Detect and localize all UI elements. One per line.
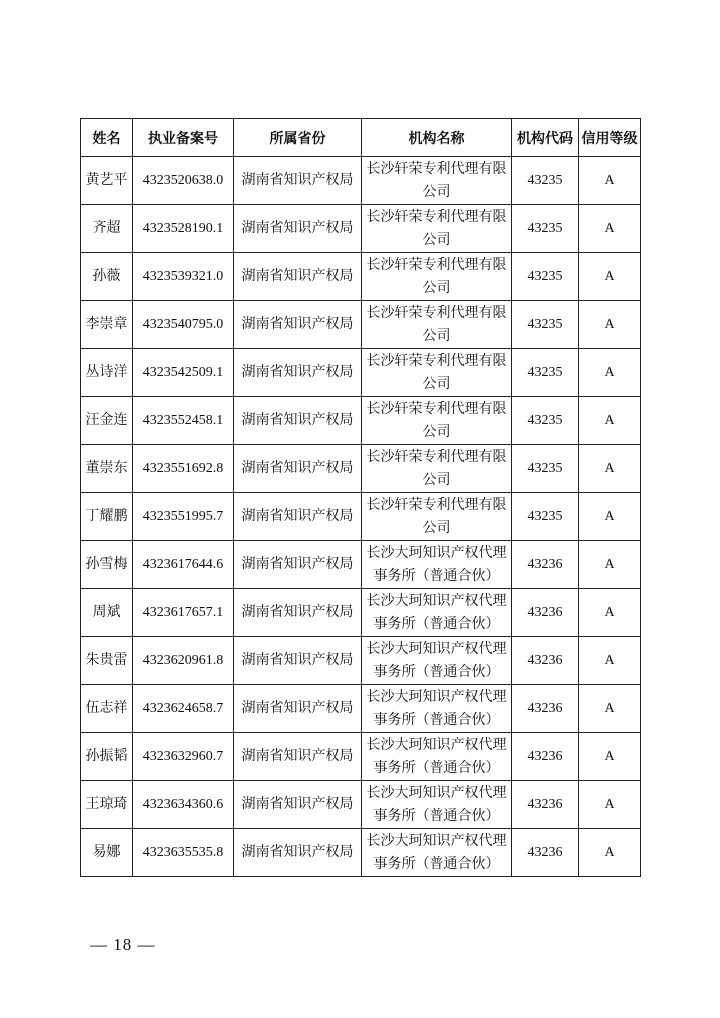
cell-organization: 长沙大珂知识产权代理事务所（普通合伙） bbox=[362, 733, 512, 781]
header-province-office: 所属省份 bbox=[234, 119, 362, 157]
cell-registration-no: 4323551692.8 bbox=[133, 445, 234, 493]
table-row bbox=[81, 541, 641, 589]
cell-org-code: 43235 bbox=[512, 493, 579, 541]
agent-credit-table bbox=[80, 118, 641, 877]
cell-organization: 长沙轩荣专利代理有限公司 bbox=[362, 301, 512, 349]
cell-credit-grade: A bbox=[579, 541, 641, 589]
table-header-row bbox=[81, 119, 641, 157]
table-row bbox=[81, 637, 641, 685]
cell-registration-no: 4323620961.8 bbox=[133, 637, 234, 685]
cell-credit-grade: A bbox=[579, 781, 641, 829]
cell-registration-no: 4323624658.7 bbox=[133, 685, 234, 733]
cell-org-code: 43235 bbox=[512, 253, 579, 301]
cell-organization: 长沙轩荣专利代理有限公司 bbox=[362, 253, 512, 301]
cell-province-office: 湖南省知识产权局 bbox=[234, 685, 362, 733]
cell-org-code: 43236 bbox=[512, 781, 579, 829]
cell-registration-no: 4323552458.1 bbox=[133, 397, 234, 445]
header-name: 姓名 bbox=[81, 119, 133, 157]
cell-province-office: 湖南省知识产权局 bbox=[234, 157, 362, 205]
cell-organization: 长沙轩荣专利代理有限公司 bbox=[362, 445, 512, 493]
cell-org-code: 43236 bbox=[512, 541, 579, 589]
table-row bbox=[81, 685, 641, 733]
cell-credit-grade: A bbox=[579, 397, 641, 445]
cell-registration-no: 4323632960.7 bbox=[133, 733, 234, 781]
cell-registration-no: 4323520638.0 bbox=[133, 157, 234, 205]
cell-name: 李崇章 bbox=[81, 301, 133, 349]
cell-province-office: 湖南省知识产权局 bbox=[234, 397, 362, 445]
cell-org-code: 43235 bbox=[512, 349, 579, 397]
cell-org-code: 43235 bbox=[512, 301, 579, 349]
cell-name: 孙雪梅 bbox=[81, 541, 133, 589]
cell-credit-grade: A bbox=[579, 589, 641, 637]
cell-registration-no: 4323540795.0 bbox=[133, 301, 234, 349]
cell-province-office: 湖南省知识产权局 bbox=[234, 445, 362, 493]
table-row bbox=[81, 589, 641, 637]
cell-org-code: 43235 bbox=[512, 157, 579, 205]
cell-name: 齐超 bbox=[81, 205, 133, 253]
cell-org-code: 43235 bbox=[512, 397, 579, 445]
cell-registration-no: 4323551995.7 bbox=[133, 493, 234, 541]
page-number: — 18 — bbox=[90, 935, 156, 954]
cell-org-code: 43236 bbox=[512, 637, 579, 685]
cell-organization: 长沙轩荣专利代理有限公司 bbox=[362, 205, 512, 253]
cell-name: 朱贵雷 bbox=[81, 637, 133, 685]
cell-name: 丁耀鹏 bbox=[81, 493, 133, 541]
cell-name: 黄艺平 bbox=[81, 157, 133, 205]
cell-province-office: 湖南省知识产权局 bbox=[234, 829, 362, 877]
cell-credit-grade: A bbox=[579, 829, 641, 877]
cell-name: 汪金连 bbox=[81, 397, 133, 445]
header-registration-no: 执业备案号 bbox=[133, 119, 234, 157]
table-body bbox=[81, 157, 641, 877]
cell-province-office: 湖南省知识产权局 bbox=[234, 733, 362, 781]
table-row bbox=[81, 301, 641, 349]
cell-org-code: 43236 bbox=[512, 733, 579, 781]
cell-province-office: 湖南省知识产权局 bbox=[234, 301, 362, 349]
table-row bbox=[81, 157, 641, 205]
table-header bbox=[81, 119, 641, 157]
cell-organization: 长沙大珂知识产权代理事务所（普通合伙） bbox=[362, 829, 512, 877]
cell-credit-grade: A bbox=[579, 637, 641, 685]
cell-province-office: 湖南省知识产权局 bbox=[234, 205, 362, 253]
cell-credit-grade: A bbox=[579, 205, 641, 253]
cell-credit-grade: A bbox=[579, 157, 641, 205]
cell-organization: 长沙大珂知识产权代理事务所（普通合伙） bbox=[362, 589, 512, 637]
cell-name: 孙薇 bbox=[81, 253, 133, 301]
cell-name: 董崇东 bbox=[81, 445, 133, 493]
cell-registration-no: 4323528190.1 bbox=[133, 205, 234, 253]
header-org-code: 机构代码 bbox=[512, 119, 579, 157]
cell-province-office: 湖南省知识产权局 bbox=[234, 589, 362, 637]
cell-province-office: 湖南省知识产权局 bbox=[234, 637, 362, 685]
cell-organization: 长沙轩荣专利代理有限公司 bbox=[362, 157, 512, 205]
cell-organization: 长沙轩荣专利代理有限公司 bbox=[362, 493, 512, 541]
cell-province-office: 湖南省知识产权局 bbox=[234, 349, 362, 397]
cell-credit-grade: A bbox=[579, 733, 641, 781]
table-row bbox=[81, 397, 641, 445]
table-row bbox=[81, 205, 641, 253]
cell-name: 王琼琦 bbox=[81, 781, 133, 829]
cell-organization: 长沙大珂知识产权代理事务所（普通合伙） bbox=[362, 637, 512, 685]
cell-credit-grade: A bbox=[579, 445, 641, 493]
cell-province-office: 湖南省知识产权局 bbox=[234, 253, 362, 301]
cell-registration-no: 4323634360.6 bbox=[133, 781, 234, 829]
cell-credit-grade: A bbox=[579, 493, 641, 541]
cell-org-code: 43235 bbox=[512, 205, 579, 253]
cell-organization: 长沙大珂知识产权代理事务所（普通合伙） bbox=[362, 685, 512, 733]
cell-name: 易娜 bbox=[81, 829, 133, 877]
cell-credit-grade: A bbox=[579, 685, 641, 733]
table-row bbox=[81, 253, 641, 301]
cell-org-code: 43236 bbox=[512, 685, 579, 733]
cell-province-office: 湖南省知识产权局 bbox=[234, 493, 362, 541]
cell-organization: 长沙大珂知识产权代理事务所（普通合伙） bbox=[362, 781, 512, 829]
cell-organization: 长沙大珂知识产权代理事务所（普通合伙） bbox=[362, 541, 512, 589]
table-row bbox=[81, 445, 641, 493]
header-credit-grade: 信用等级 bbox=[579, 119, 641, 157]
table-row bbox=[81, 781, 641, 829]
cell-organization: 长沙轩荣专利代理有限公司 bbox=[362, 349, 512, 397]
table-row bbox=[81, 349, 641, 397]
cell-credit-grade: A bbox=[579, 349, 641, 397]
cell-registration-no: 4323635535.8 bbox=[133, 829, 234, 877]
cell-name: 周斌 bbox=[81, 589, 133, 637]
header-organization: 机构名称 bbox=[362, 119, 512, 157]
cell-province-office: 湖南省知识产权局 bbox=[234, 781, 362, 829]
cell-credit-grade: A bbox=[579, 253, 641, 301]
table-row bbox=[81, 733, 641, 781]
cell-organization: 长沙轩荣专利代理有限公司 bbox=[362, 397, 512, 445]
cell-registration-no: 4323542509.1 bbox=[133, 349, 234, 397]
table-row bbox=[81, 829, 641, 877]
table-row bbox=[81, 493, 641, 541]
cell-credit-grade: A bbox=[579, 301, 641, 349]
cell-registration-no: 4323539321.0 bbox=[133, 253, 234, 301]
cell-registration-no: 4323617657.1 bbox=[133, 589, 234, 637]
cell-org-code: 43236 bbox=[512, 829, 579, 877]
cell-name: 丛诗洋 bbox=[81, 349, 133, 397]
cell-org-code: 43236 bbox=[512, 589, 579, 637]
cell-name: 孙振韬 bbox=[81, 733, 133, 781]
cell-province-office: 湖南省知识产权局 bbox=[234, 541, 362, 589]
cell-name: 伍志祥 bbox=[81, 685, 133, 733]
cell-registration-no: 4323617644.6 bbox=[133, 541, 234, 589]
cell-org-code: 43235 bbox=[512, 445, 579, 493]
